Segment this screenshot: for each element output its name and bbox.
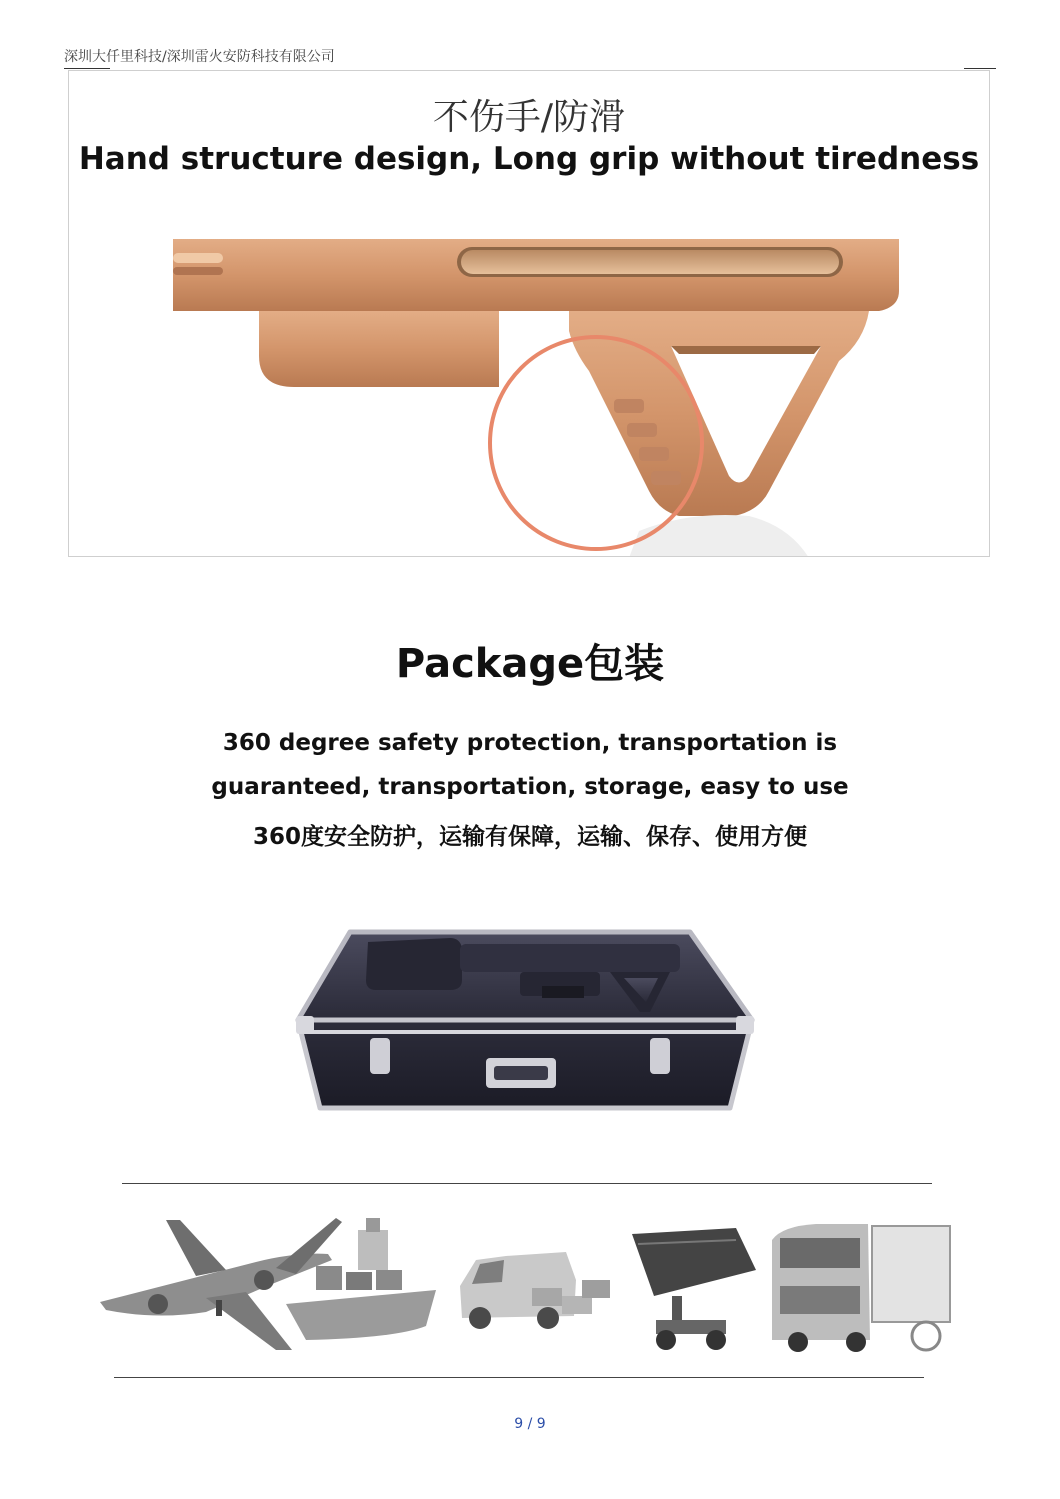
transport-illustrations: [96, 1200, 956, 1376]
page-number: 9 / 9: [514, 1416, 546, 1432]
container-crane-icon: [632, 1228, 756, 1350]
transport-rule-bottom: [114, 1377, 924, 1378]
transport-rule-top: [122, 1183, 932, 1184]
header-rule-right: [964, 68, 996, 69]
carrying-case-image: [290, 920, 760, 1120]
package-title: Package包装: [395, 641, 665, 687]
header-rule-left: [64, 68, 110, 69]
truck-icon: [772, 1224, 950, 1352]
package-description-line-2: guaranteed, transportation, storage, easy to use: [211, 774, 849, 800]
grip-title-cn: 不伤手/防滑: [432, 97, 626, 138]
grip-title-en: Hand structure design, Long grip without tiredness: [78, 141, 980, 177]
grip-image-frame: [68, 70, 990, 557]
package-description-line-1: 360 degree safety protection, transportation is: [222, 730, 838, 756]
delivery-van-icon: [460, 1252, 610, 1329]
cargo-ship-icon: [286, 1218, 436, 1340]
header-company: 深圳大仟里科技/深圳雷火安防科技有限公司: [64, 49, 335, 65]
package-description-line-3: 360度安全防护，运输有保障，运输、保存、使用方便: [252, 824, 807, 850]
